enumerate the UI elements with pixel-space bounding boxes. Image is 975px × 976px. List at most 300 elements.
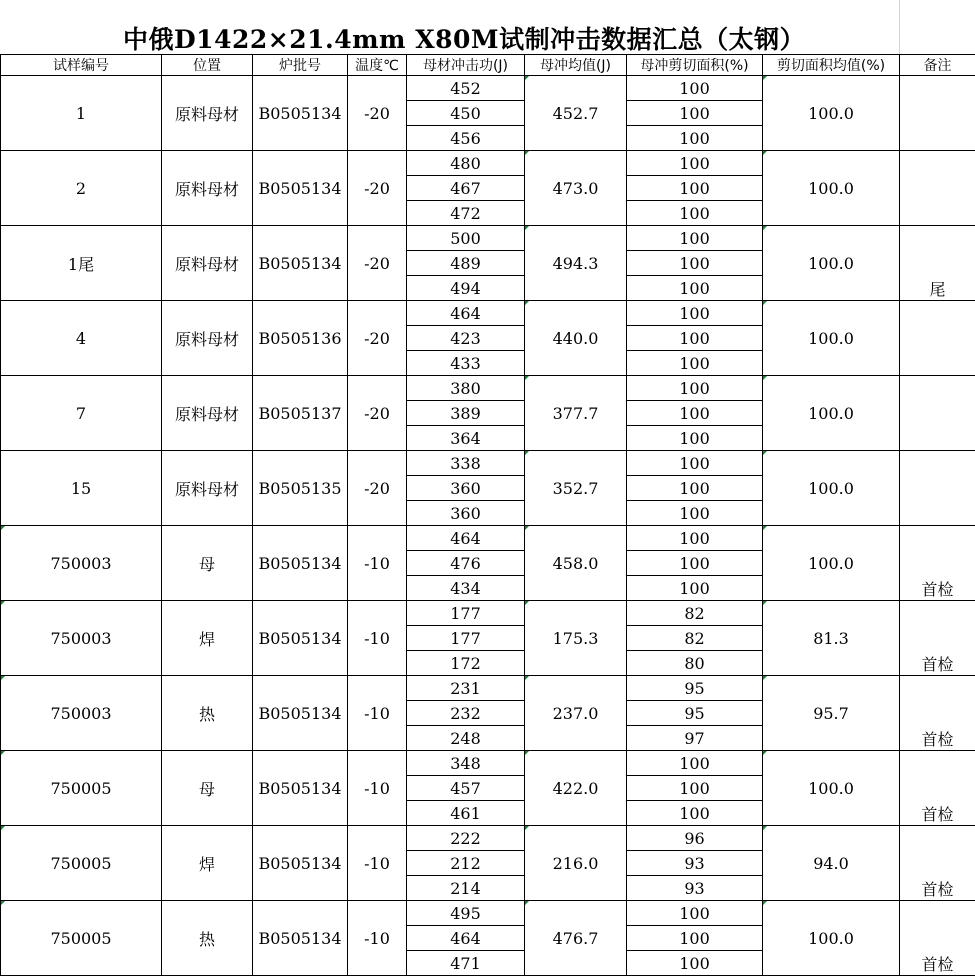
position-cell-text: 原料母材 [175,177,239,200]
remarks-cell[interactable] [900,76,975,151]
impact-value-cell[interactable] [407,126,525,151]
shear-value-cell[interactable] [627,76,763,101]
remarks-cell[interactable] [900,676,975,751]
remarks-cell-text: 首检 [921,727,953,750]
shear-value-cell-text: 100 [679,154,710,173]
header-heat-number[interactable]: 炉批号 [253,55,348,76]
sample-id-cell[interactable] [1,451,162,526]
impact-value-cell[interactable] [407,176,525,201]
impact-value-cell[interactable] [407,351,525,376]
impact-value-cell[interactable] [407,951,525,976]
impact-value-cell-text: 380 [450,379,481,398]
cell-marker [763,526,767,530]
table-row [1,526,975,551]
impact-value-cell-text: 360 [450,504,481,523]
shear-value-cell[interactable] [627,576,763,601]
temperature-cell[interactable] [348,76,407,151]
shear-value-cell[interactable] [627,776,763,801]
table-row [1,376,975,401]
cell-marker [525,601,529,605]
cell-marker [525,76,529,80]
shear-avg-cell-text: 94.0 [813,854,849,873]
table-row [1,751,975,776]
impact-value-cell[interactable] [407,501,525,526]
impact-avg-cell[interactable] [525,376,627,451]
shear-value-cell[interactable] [627,226,763,251]
cell-marker [1,826,5,830]
header-position[interactable]: 位置 [162,55,253,76]
sample-id-cell[interactable] [1,676,162,751]
shear-value-cell[interactable] [627,926,763,951]
temperature-cell[interactable] [348,526,407,601]
cell-marker [763,76,767,80]
shear-value-cell[interactable] [627,401,763,426]
sample-id-cell[interactable] [1,601,162,676]
shear-avg-cell-text: 100.0 [808,929,854,948]
sample-id-cell-text: 4 [76,329,86,348]
impact-avg-cell-text: 352.7 [553,479,599,498]
shear-value-cell-text: 100 [679,129,710,148]
shear-value-cell[interactable] [627,901,763,926]
position-cell[interactable] [162,151,253,226]
impact-value-cell[interactable] [407,876,525,901]
impact-avg-cell[interactable] [525,451,627,526]
position-cell[interactable] [162,451,253,526]
position-cell[interactable] [162,376,253,451]
shear-value-cell-text: 100 [679,954,710,973]
temperature-cell-text: -20 [364,104,390,123]
remarks-cell-text: 首检 [921,877,953,900]
impact-value-cell[interactable] [407,776,525,801]
shear-value-cell-text: 82 [684,604,704,623]
impact-value-cell-text: 494 [450,279,481,298]
impact-avg-cell[interactable] [525,226,627,301]
temperature-cell[interactable] [348,376,407,451]
sample-id-cell[interactable] [1,301,162,376]
shear-value-cell[interactable] [627,701,763,726]
impact-value-cell-text: 500 [450,229,481,248]
impact-value-cell-text: 464 [450,929,481,948]
impact-value-cell[interactable] [407,301,525,326]
impact-data-table [0,54,975,976]
impact-value-cell[interactable] [407,751,525,776]
temperature-cell[interactable] [348,601,407,676]
temperature-cell-text: -20 [364,404,390,423]
impact-value-cell[interactable] [407,326,525,351]
position-cell[interactable] [162,301,253,376]
shear-value-cell[interactable] [627,151,763,176]
cell-marker [525,451,529,455]
shear-value-cell[interactable] [627,251,763,276]
shear-value-cell-text: 100 [679,179,710,198]
impact-value-cell-text: 364 [450,429,481,448]
impact-avg-cell[interactable] [525,826,627,901]
heat-number-cell-text: B0505134 [258,104,341,123]
heat-number-cell-text: B0505134 [258,779,341,798]
temperature-cell[interactable] [348,751,407,826]
shear-value-cell-text: 100 [679,754,710,773]
heat-number-cell[interactable] [253,301,348,376]
shear-value-cell[interactable] [627,201,763,226]
shear-avg-cell[interactable] [763,676,900,751]
heat-number-cell[interactable] [253,601,348,676]
shear-value-cell[interactable] [627,951,763,976]
sample-id-cell-text: 750003 [50,554,111,573]
shear-avg-cell[interactable] [763,376,900,451]
shear-value-cell[interactable] [627,801,763,826]
temperature-cell[interactable] [348,226,407,301]
impact-avg-cell-text: 452.7 [553,104,599,123]
sample-id-cell-text: 750003 [50,704,111,723]
shear-value-cell[interactable] [627,351,763,376]
impact-avg-cell-text: 237.0 [553,704,599,723]
impact-value-cell[interactable] [407,551,525,576]
cell-marker [763,601,767,605]
heat-number-cell[interactable] [253,376,348,451]
cell-marker [1,676,5,680]
impact-value-cell-text: 461 [450,804,481,823]
impact-value-cell[interactable] [407,826,525,851]
header-shear-avg[interactable]: 剪切面积均值(%) [763,55,900,76]
cell-marker [763,751,767,755]
shear-value-cell[interactable] [627,876,763,901]
shear-avg-cell[interactable] [763,526,900,601]
shear-avg-cell[interactable] [763,226,900,301]
table-row [1,76,975,101]
impact-value-cell[interactable] [407,101,525,126]
impact-value-cell[interactable] [407,76,525,101]
shear-avg-cell[interactable] [763,826,900,901]
temperature-cell[interactable] [348,301,407,376]
position-cell-text: 母 [199,552,215,575]
shear-value-cell-text: 100 [679,204,710,223]
cell-marker [763,151,767,155]
heat-number-cell-text: B0505134 [258,704,341,723]
cell-marker [525,376,529,380]
shear-value-cell-text: 82 [684,629,704,648]
impact-value-cell-text: 231 [450,679,481,698]
position-cell[interactable] [162,526,253,601]
header-base-shear[interactable]: 母冲剪切面积(%) [627,55,763,76]
impact-avg-cell[interactable] [525,901,627,976]
shear-value-cell[interactable] [627,176,763,201]
position-cell[interactable] [162,226,253,301]
position-cell-text: 热 [199,927,215,950]
impact-value-cell[interactable] [407,576,525,601]
impact-value-cell-text: 348 [450,754,481,773]
remarks-cell[interactable] [900,826,975,901]
impact-avg-cell[interactable] [525,676,627,751]
impact-value-cell[interactable] [407,401,525,426]
sample-id-cell[interactable] [1,526,162,601]
shear-value-cell-text: 100 [679,529,710,548]
temperature-cell[interactable] [348,451,407,526]
cell-marker [525,526,529,530]
sample-id-cell-text: 750003 [50,629,111,648]
shear-value-cell[interactable] [627,826,763,851]
impact-value-cell-text: 177 [450,629,481,648]
shear-value-cell[interactable] [627,526,763,551]
header-remarks[interactable]: 备注 [900,55,975,76]
impact-value-cell[interactable] [407,676,525,701]
shear-avg-cell[interactable] [763,451,900,526]
sample-id-cell-text: 750005 [50,929,111,948]
shear-value-cell-text: 100 [679,279,710,298]
impact-value-cell[interactable] [407,426,525,451]
shear-value-cell-text: 100 [679,804,710,823]
shear-avg-cell-text: 95.7 [813,704,849,723]
impact-value-cell[interactable] [407,926,525,951]
header-sample-id[interactable]: 试样编号 [1,55,162,76]
impact-value-cell[interactable] [407,901,525,926]
shear-value-cell[interactable] [627,476,763,501]
table-row [1,676,975,701]
impact-value-cell[interactable] [407,251,525,276]
shear-value-cell-text: 95 [684,679,704,698]
impact-value-cell-text: 434 [450,579,481,598]
heat-number-cell-text: B0505134 [258,854,341,873]
heat-number-cell-text: B0505134 [258,254,341,273]
shear-value-cell-text: 100 [679,304,710,323]
shear-value-cell[interactable] [627,301,763,326]
shear-value-cell[interactable] [627,451,763,476]
remarks-cell[interactable] [900,601,975,676]
impact-value-cell[interactable] [407,801,525,826]
table-row [1,826,975,851]
remarks-cell[interactable] [900,901,975,976]
impact-value-cell[interactable] [407,601,525,626]
heat-number-cell-text: B0505134 [258,179,341,198]
sample-id-cell-text: 15 [71,479,91,498]
header-base-impact[interactable]: 母材冲击功(J) [407,55,525,76]
impact-value-cell-text: 433 [450,354,481,373]
table-row [1,226,975,251]
shear-avg-cell-text: 100.0 [808,254,854,273]
shear-avg-cell[interactable] [763,151,900,226]
sample-id-cell[interactable] [1,826,162,901]
cell-marker [525,751,529,755]
impact-value-cell-text: 177 [450,604,481,623]
shear-value-cell[interactable] [627,726,763,751]
impact-value-cell-text: 450 [450,104,481,123]
sample-id-cell[interactable] [1,151,162,226]
cell-marker [1,526,5,530]
gridline [899,0,900,54]
shear-value-cell-text: 100 [679,904,710,923]
temperature-cell[interactable] [348,151,407,226]
remarks-cell[interactable] [900,376,975,451]
shear-value-cell[interactable] [627,601,763,626]
temperature-cell[interactable] [348,901,407,976]
impact-value-cell-text: 480 [450,154,481,173]
impact-avg-cell-text: 216.0 [553,854,599,873]
table-row [1,301,975,326]
heat-number-cell[interactable] [253,76,348,151]
sample-id-cell-text: 2 [76,179,86,198]
cell-marker [525,226,529,230]
temperature-cell[interactable] [348,826,407,901]
remarks-cell[interactable] [900,226,975,301]
position-cell-text: 母 [199,777,215,800]
impact-value-cell[interactable] [407,276,525,301]
impact-value-cell-text: 456 [450,129,481,148]
shear-value-cell-text: 96 [684,829,704,848]
heat-number-cell[interactable] [253,226,348,301]
shear-value-cell-text: 100 [679,579,710,598]
heat-number-cell[interactable] [253,826,348,901]
shear-avg-cell-text: 100.0 [808,179,854,198]
temperature-cell-text: -20 [364,179,390,198]
heat-number-cell[interactable] [253,451,348,526]
remarks-cell[interactable] [900,151,975,226]
table-row [1,451,975,476]
position-cell-text: 原料母材 [175,402,239,425]
heat-number-cell-text: B0505135 [258,479,341,498]
impact-value-cell-text: 172 [450,654,481,673]
sample-id-cell-text: 750005 [50,779,111,798]
position-cell[interactable] [162,826,253,901]
shear-value-cell[interactable] [627,101,763,126]
sample-id-cell-text: 1 [76,104,86,123]
impact-value-cell[interactable] [407,201,525,226]
sample-id-cell[interactable] [1,76,162,151]
shear-value-cell[interactable] [627,276,763,301]
impact-value-cell-text: 457 [450,779,481,798]
heat-number-cell[interactable] [253,526,348,601]
impact-value-cell-text: 212 [450,854,481,873]
shear-value-cell[interactable] [627,426,763,451]
sample-id-cell[interactable] [1,376,162,451]
impact-value-cell-text: 232 [450,704,481,723]
impact-value-cell-text: 495 [450,904,481,923]
remarks-cell[interactable] [900,451,975,526]
shear-value-cell-text: 100 [679,254,710,273]
remarks-cell-text: 首检 [921,802,953,825]
sample-id-cell[interactable] [1,751,162,826]
impact-avg-cell[interactable] [525,301,627,376]
impact-value-cell-text: 452 [450,79,481,98]
impact-avg-cell[interactable] [525,151,627,226]
shear-value-cell[interactable] [627,326,763,351]
shear-value-cell-text: 100 [679,779,710,798]
shear-avg-cell[interactable] [763,76,900,151]
shear-value-cell-text: 100 [679,404,710,423]
cell-marker [525,301,529,305]
impact-avg-cell-text: 476.7 [553,929,599,948]
sample-id-cell[interactable] [1,226,162,301]
shear-value-cell[interactable] [627,501,763,526]
temperature-cell-text: -20 [364,254,390,273]
impact-value-cell[interactable] [407,151,525,176]
impact-value-cell[interactable] [407,701,525,726]
cell-marker [1,751,5,755]
temperature-cell-text: -10 [364,629,390,648]
shear-value-cell[interactable] [627,676,763,701]
cell-marker [763,826,767,830]
position-cell-text: 原料母材 [175,252,239,275]
remarks-cell[interactable] [900,301,975,376]
shear-value-cell-text: 100 [679,554,710,573]
position-cell[interactable] [162,751,253,826]
cell-marker [763,376,767,380]
shear-value-cell[interactable] [627,126,763,151]
heat-number-cell[interactable] [253,676,348,751]
shear-value-cell-text: 93 [684,879,704,898]
temperature-cell-text: -20 [364,329,390,348]
shear-value-cell[interactable] [627,626,763,651]
shear-avg-cell-text: 100.0 [808,779,854,798]
sample-id-cell[interactable] [1,901,162,976]
impact-value-cell[interactable] [407,226,525,251]
header-base-impact-avg[interactable]: 母冲均值(J) [525,55,627,76]
impact-value-cell-text: 464 [450,529,481,548]
remarks-cell[interactable] [900,526,975,601]
shear-value-cell[interactable] [627,751,763,776]
position-cell[interactable] [162,76,253,151]
heat-number-cell[interactable] [253,901,348,976]
impact-value-cell[interactable] [407,376,525,401]
heat-number-cell[interactable] [253,751,348,826]
cell-marker [763,676,767,680]
shear-value-cell-text: 100 [679,479,710,498]
impact-avg-cell-text: 494.3 [553,254,599,273]
header-temperature[interactable]: 温度℃ [348,55,407,76]
impact-avg-cell[interactable] [525,76,627,151]
temperature-cell[interactable] [348,676,407,751]
impact-avg-cell[interactable] [525,601,627,676]
impact-value-cell-text: 214 [450,879,481,898]
impact-value-cell[interactable] [407,726,525,751]
cell-marker [1,901,5,905]
table-row [1,901,975,926]
shear-avg-cell-text: 100.0 [808,479,854,498]
remarks-cell[interactable] [900,751,975,826]
impact-value-cell[interactable] [407,526,525,551]
impact-avg-cell[interactable] [525,751,627,826]
heat-number-cell-text: B0505134 [258,554,341,573]
sample-id-cell-text: 750005 [50,854,111,873]
shear-avg-cell[interactable] [763,601,900,676]
sheet-title-area [0,0,975,54]
position-cell[interactable] [162,901,253,976]
impact-value-cell[interactable] [407,476,525,501]
shear-value-cell[interactable] [627,651,763,676]
impact-value-cell[interactable] [407,626,525,651]
position-cell-text: 焊 [199,852,215,875]
shear-avg-cell-text: 100.0 [808,104,854,123]
shear-avg-cell[interactable] [763,751,900,826]
impact-value-cell[interactable] [407,451,525,476]
position-cell[interactable] [162,676,253,751]
shear-avg-cell[interactable] [763,301,900,376]
remarks-cell-text: 首检 [921,577,953,600]
impact-value-cell[interactable] [407,651,525,676]
shear-value-cell[interactable] [627,376,763,401]
shear-value-cell[interactable] [627,851,763,876]
position-cell[interactable] [162,601,253,676]
impact-value-cell-text: 423 [450,329,481,348]
remarks-cell-text: 首检 [921,652,953,675]
heat-number-cell[interactable] [253,151,348,226]
impact-avg-cell[interactable] [525,526,627,601]
impact-value-cell[interactable] [407,851,525,876]
shear-avg-cell[interactable] [763,901,900,976]
sheet-title: 中俄D1422×21.4mm X80M试制冲击数据汇总（太钢） [123,20,805,56]
shear-avg-cell-text: 81.3 [813,629,849,648]
cell-marker [763,451,767,455]
position-cell-text: 原料母材 [175,477,239,500]
shear-value-cell[interactable] [627,551,763,576]
